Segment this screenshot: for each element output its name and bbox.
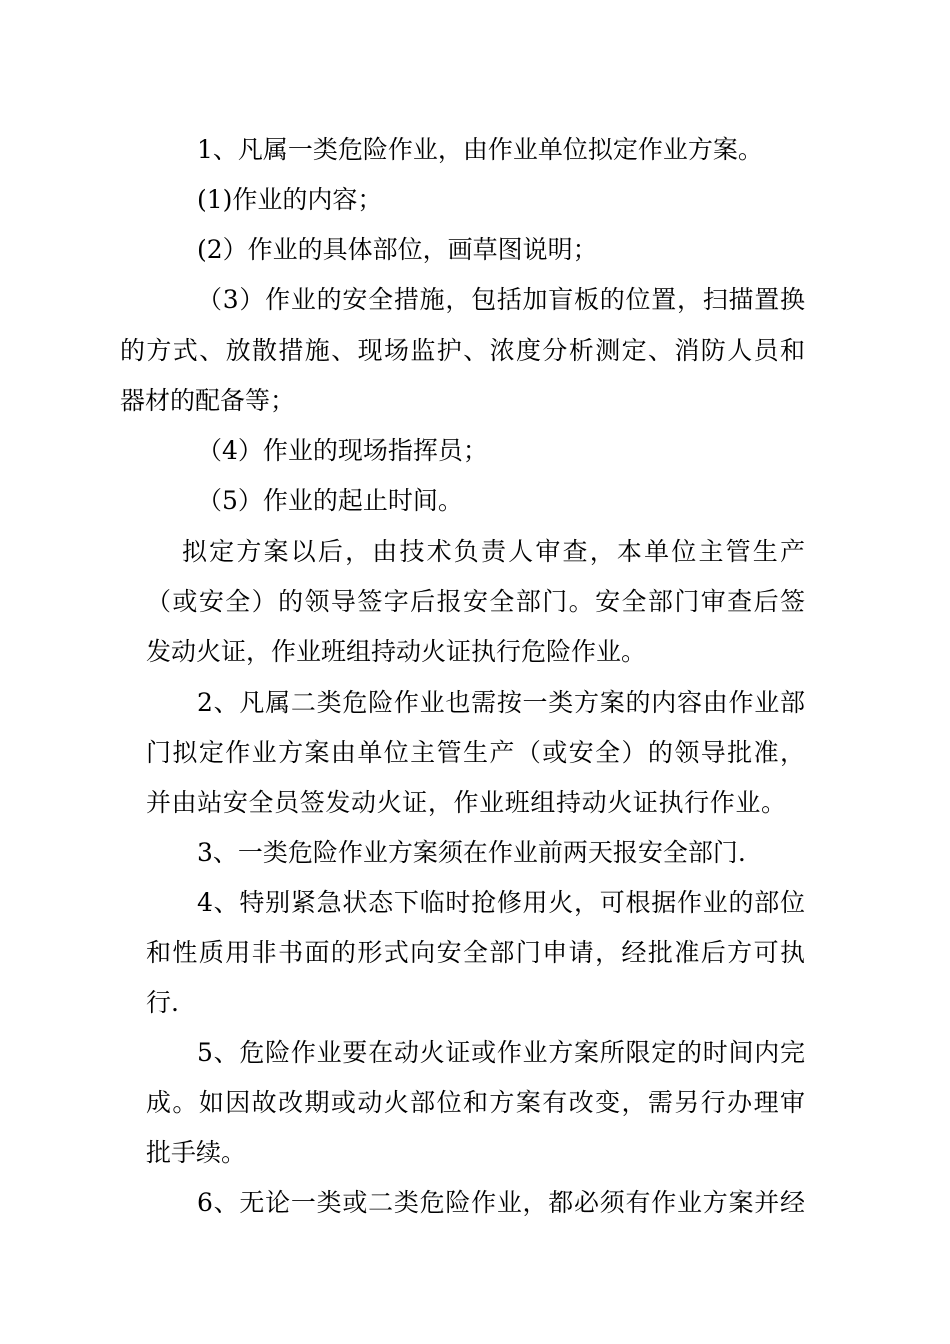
text-line-3: (2）作业的具体部位，画草图说明；	[197, 235, 598, 264]
text-line-13: 门拟定作业方案由单位主管生产（或安全）的领导批准，	[146, 738, 805, 767]
text-line-8: （5）作业的起止时间。	[197, 486, 463, 515]
text-line-17: 和性质用非书面的形式向安全部门申请，经批准后方可执	[146, 938, 805, 967]
text-line-21: 批手续。	[146, 1138, 247, 1167]
text-line-2: (1)作业的内容；	[197, 185, 383, 214]
text-line-12: 2、凡属二类危险作业也需按一类方案的内容由作业部	[197, 688, 805, 717]
text-line-4: （3）作业的安全措施，包括加盲板的位置，扫描置换	[197, 285, 805, 314]
text-line-14: 并由站安全员签发动火证，作业班组持动火证执行作业。	[146, 788, 786, 817]
text-line-10: （或安全）的领导签字后报安全部门。安全部门审查后签	[146, 587, 805, 616]
text-line-16: 4、特别紧急状态下临时抢修用火，可根据作业的部位	[197, 888, 805, 917]
text-line-7: （4）作业的现场指挥员；	[197, 436, 488, 465]
text-line-18: 行.	[146, 988, 179, 1017]
text-line-19: 5、危险作业要在动火证或作业方案所限定的时间内完	[197, 1038, 805, 1067]
text-line-5: 的方式、放散措施、现场监护、浓度分析测定、消防人员和	[120, 336, 805, 365]
text-line-6: 器材的配备等；	[120, 386, 296, 415]
text-line-22: 6、无论一类或二类危险作业，都必须有作业方案并经	[197, 1188, 805, 1217]
text-line-11: 发动火证，作业班组持动火证执行危险作业。	[146, 637, 647, 666]
text-line-1: 1、凡属一类危险作业，由作业单位拟定作业方案。	[197, 135, 763, 164]
text-line-9: 拟定方案以后，由技术负责人审查，本单位主管生产	[182, 537, 805, 566]
text-line-15: 3、一类危险作业方案须在作业前两天报安全部门.	[197, 838, 746, 867]
text-line-20: 成。如因故改期或动火部位和方案有改变，需另行办理审	[146, 1088, 805, 1117]
